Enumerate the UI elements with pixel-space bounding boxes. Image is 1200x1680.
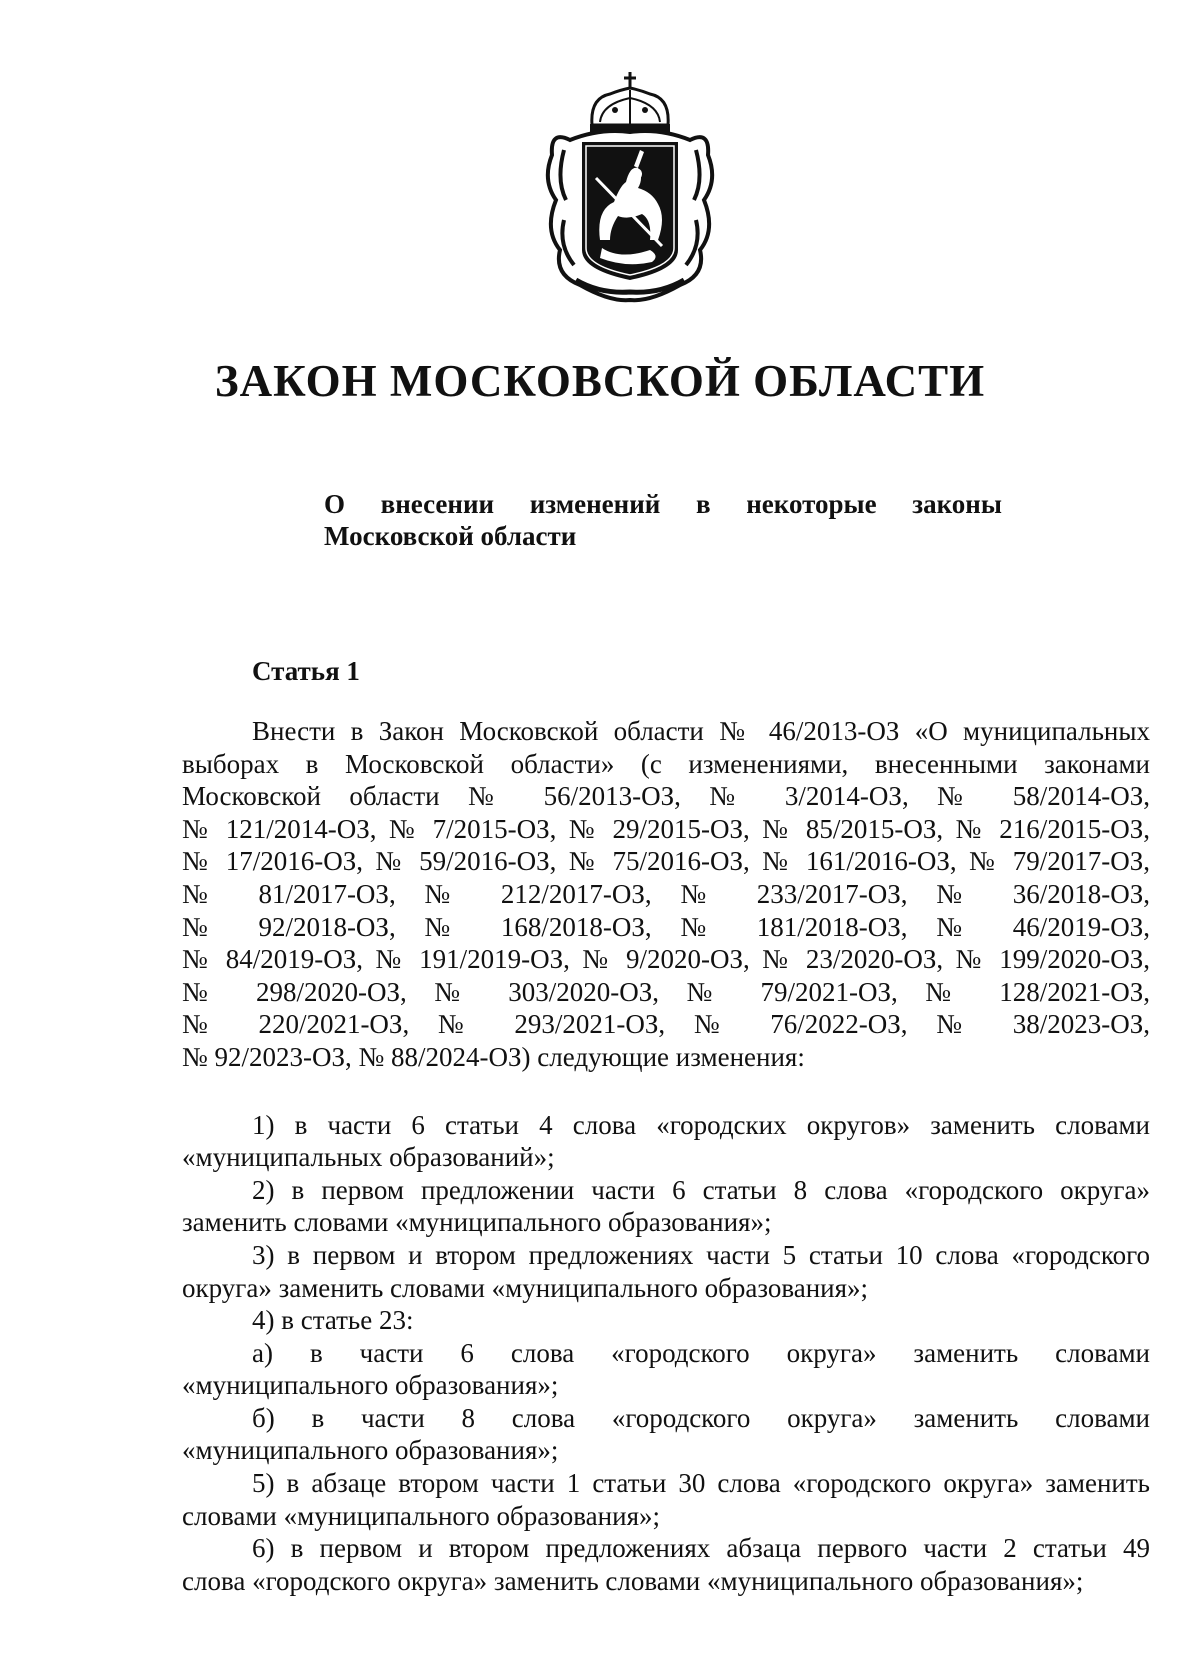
amendment-line: «муниципального образования»; [182,1435,559,1466]
amendment-line: 4) в статье 23: [252,1305,414,1336]
amendment-line: словами «муниципального образования»; [182,1500,660,1531]
amendment-line: «муниципального образования»; [182,1370,559,1401]
amendment-line: 5) в абзаце втором части 1 статьи 30 слова «городского округа» заменить [252,1468,1150,1499]
subtitle-word: изменений [529,489,661,519]
subtitle-word: некоторые [746,489,877,519]
subtitle-word: законы [912,489,1002,519]
amendment-line: «муниципальных образований»; [182,1142,555,1173]
intro-line: № 92/2018-ОЗ, № 168/2018-ОЗ, № 181/2018-ОЗ, № 46/2019-ОЗ, [182,911,1150,942]
intro-line: выборах в Московской области» (с изменениями, внесенными законами [182,748,1150,779]
intro-line: № 92/2023-ОЗ, № 88/2024-ОЗ) следующие изменения: [182,1041,805,1072]
amendment-line: слова «городского округа» заменить словами «муниципального образования»; [182,1565,1084,1596]
document-subtitle [324,488,1002,552]
amendment-line: 1) в части 6 статьи 4 слова «городских округов» заменить словами [252,1109,1150,1140]
intro-line: № 298/2020-ОЗ, № 303/2020-ОЗ, № 79/2021-ОЗ, № 128/2021-ОЗ, [182,976,1150,1007]
paragraph-gap [182,1074,1150,1109]
coat-of-arms-emblem [530,70,730,310]
intro-line: Московской области № 56/2013-ОЗ, № 3/2014-ОЗ, № 58/2014-ОЗ, [182,781,1150,812]
article-body [182,715,1150,1597]
amendment-line: заменить словами «муниципального образования»; [182,1207,772,1238]
intro-line: № 81/2017-ОЗ, № 212/2017-ОЗ, № 233/2017-ОЗ, № 36/2018-ОЗ, [182,878,1150,909]
amendment-line: 6) в первом и втором предложениях абзаца первого части 2 статьи 49 [252,1533,1150,1564]
subtitle-line-1 [324,488,1002,520]
amendment-line: округа» заменить словами «муниципального образования»; [182,1272,869,1303]
intro-line: № 220/2021-ОЗ, № 293/2021-ОЗ, № 76/2022-ОЗ, № 38/2023-ОЗ, [182,1009,1150,1040]
document-title: ЗАКОН МОСКОВСКОЙ ОБЛАСТИ [214,356,986,406]
intro-line: № 84/2019-ОЗ, № 191/2019-ОЗ, № 9/2020-ОЗ, № 23/2020-ОЗ, № 199/2020-ОЗ, [182,944,1150,975]
amendment-line: 2) в первом предложении части 6 статьи 8 слова «городского округа» [252,1174,1150,1205]
intro-line: № 121/2014-ОЗ, № 7/2015-ОЗ, № 29/2015-ОЗ, № 85/2015-ОЗ, № 216/2015-ОЗ, [182,813,1150,844]
subtitle-word: внесении [380,489,495,519]
subtitle-line-2: Московской области [324,521,577,551]
intro-line: Внести в Закон Московской области № 46/2013-ОЗ «О муниципальных [252,716,1150,746]
amendment-line: 3) в первом и втором предложениях части 5 статьи 10 слова «городского [252,1239,1150,1270]
article-heading: Статья 1 [252,656,360,686]
subtitle-word: в [695,489,711,519]
amendment-line: а) в части 6 слова «городского округа» заменить словами [252,1337,1150,1368]
amendment-line: б) в части 8 слова «городского округа» заменить словами [252,1402,1150,1433]
intro-line: № 17/2016-ОЗ, № 59/2016-ОЗ, № 75/2016-ОЗ, № 161/2016-ОЗ, № 79/2017-ОЗ, [182,846,1150,877]
subtitle-word: О [324,489,346,519]
